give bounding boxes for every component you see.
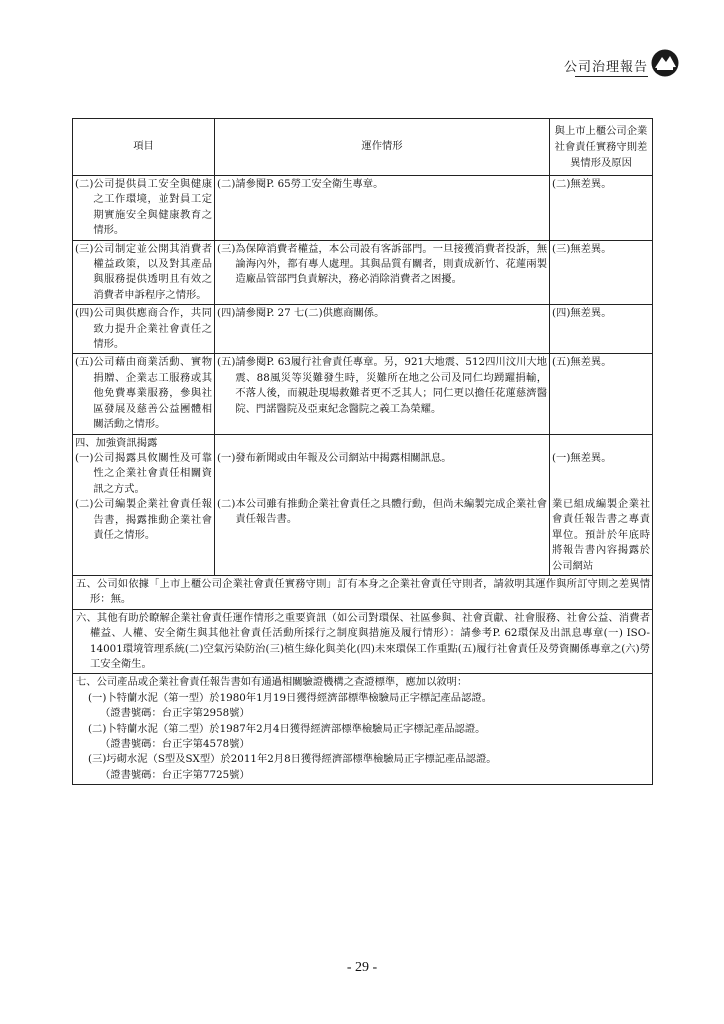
operation-cell: (三) 為保障消費者權益，本公司設有客訴部門。一旦接獲消費者投訴，無論海內外，都有專人處理。其與品質有關者，則責成新竹、花蓮兩製造廠品管部門負責解決，務必消除消費者之困擾。 [217,242,547,286]
header-operation: 運作情形 [215,119,550,176]
certification-item: (二)卜特蘭水泥（第二型）於1987年2月4日獲得經濟部標準檢驗局正字標記產品認證。 [88,722,486,735]
section-5-row [73,575,653,609]
table-row [73,305,653,354]
difference-cell: (四)無差異。 [550,305,653,354]
table-row [73,354,653,434]
csr-table [72,118,653,785]
certificate-number: （證書號碼：台正字第2958號） [100,707,250,720]
certification-item: (三)圬砌水泥（S型及SX型）於2011年2月8日獲得經濟部標準檢驗局正字標記產品認證。 [88,753,497,766]
section-4-row [73,434,653,575]
item-cell: (一) 公司揭露具攸關性及可靠性之企業社會責任相關資訊之方式。 [75,451,212,495]
item-cell: (二) 公司編製企業社會責任報告書，揭露推動企業社會責任之情形。 [75,498,212,541]
operation-cell: (五) 請參閱P. 63履行社會責任專章。另，921大地震、512四川汶川大地震、88風災等災難發生時，災難所在地之公司及同仁均踴躍捐輸，不落人後，而親赴現場救難者更不乏其人；同仁更以擔任花蓮慈濟醫院、門諾醫院及亞東紀念醫院之義工為榮耀。 [217,356,547,415]
header-title: 公司治理報告 [563,60,648,75]
header-difference: 與上市上櫃公司企業社會責任實務守則差異情形及原因 [550,119,653,176]
certificate-number: （證書號碼：台正字第4578號） [100,737,250,750]
item-cell: (五) 公司藉由商業活動、實物捐贈、企業志工服務或其他免費專業服務，參與社區發展及慈善公益團體相關活動之情形。 [75,356,212,431]
difference-cell: (三)無差異。 [550,240,653,305]
table-row [73,240,653,305]
header-item: 項目 [73,119,215,176]
difference-cell: 業已組成編製企業社會責任報告書之專責單位。預計於年底時將報告書內容揭露於公司網站 [552,497,650,572]
page-number: - 29 - [346,960,378,975]
difference-cell: (二)無差異。 [550,176,653,241]
table-row [73,176,653,241]
page-header [0,44,724,84]
item-cell: (三) 公司制定並公開其消費者權益政策，以及對其產品與服務提供透明且有效之消費者申訴程序之情形。 [75,242,212,301]
operation-cell: (二) 本公司雖有推動企業社會責任之具體行動，但尚未編製完成企業社會責任報告書。 [217,497,547,526]
section-5-text: 五、公司如依據「上市上櫃公司企業社會責任實務守則」訂有本身之企業社會責任守則者，請敘明其運作與所訂守則之差異情形：無。 [76,577,650,606]
section-7-row [73,674,653,785]
certification-item: (一)卜特蘭水泥（第一型）於1980年1月19日獲得經濟部標準檢驗局正字標記產品認證。 [88,691,492,704]
difference-cell: (一)無差異。 [552,451,612,464]
item-cell: (二) 公司提供員工安全與健康之工作環境，並對員工定期實施安全與健康教育之情形。 [75,178,212,237]
section-6-text: 六、其他有助於瞭解企業社會責任運作情形之重要資訊（如公司對環保、社區參與、社會貢獻、社會服務、社會公益、消費者權益、人權、安全衛生與其他社會責任活動所採行之制度與措施及履行情形）：請參考P. 62環保及出訊息專章(一) ISO-14001環境管理系統(二)空氣污染防治(三)植生綠化與美化(四)未來環保工作重點(五)履行社會責任及勞資關係專章之(六)勞工安全衛生。 [76,611,650,670]
company-logo-icon [650,48,680,78]
operation-cell: (二) 請參閱P. 65勞工安全衛生專章。 [217,178,384,190]
section-6-row [73,609,653,674]
operation-cell: (一) 發布新聞或由年報及公司網站中揭露相關訊息。 [217,451,452,464]
header-rule [575,76,648,77]
difference-cell: (五)無差異。 [550,354,653,434]
section-7-title: 七、公司產品或企業社會責任報告書如有通過相關驗證機構之查證標準，應加以敘明： [76,676,468,689]
certificate-number: （證書號碼：台正字第7725號） [100,768,250,781]
operation-cell: (四) 請參閱P. 27 七(二)供應商關係。 [217,307,385,320]
table-header-row [73,119,653,176]
item-cell: (四) 公司與供應商合作，共同致力提升企業社會責任之情形。 [75,307,212,351]
section-4-title: 四、加強資訊揭露 [75,436,158,449]
